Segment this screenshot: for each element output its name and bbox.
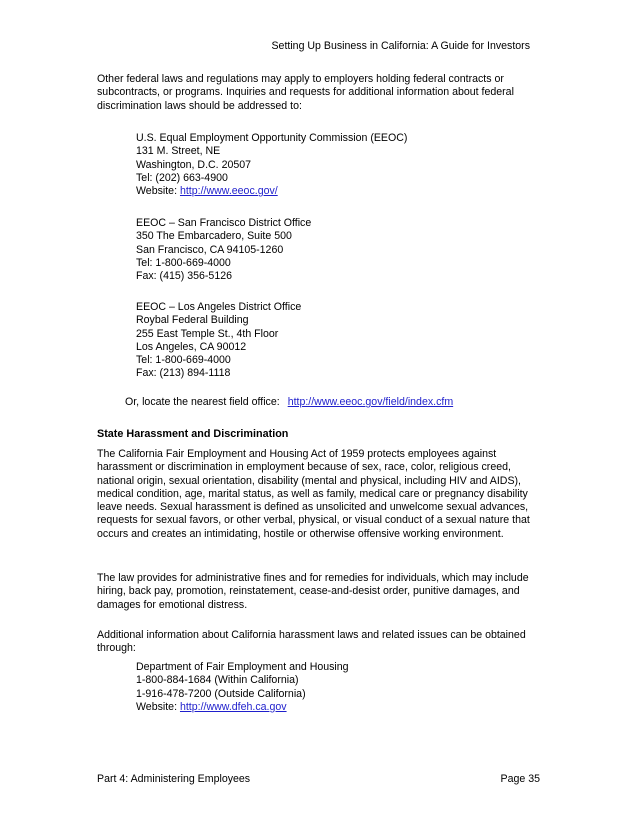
eeoc-la-city: Los Angeles, CA 90012 xyxy=(136,340,247,353)
eeoc-la-tel: Tel: 1-800-669-4000 xyxy=(136,354,231,367)
eeoc-hq-tel: Tel: (202) 663-4900 xyxy=(136,171,228,184)
eeoc-hq-website-link[interactable]: http://www.eeoc.gov/ xyxy=(179,185,278,198)
intro-paragraph: Other federal laws and regulations may apply to employers holding federal contracts or subcontracts, or programs. Inquiries and requests for additional information about federal discrimination laws should be addressed to: xyxy=(97,73,514,112)
dfeh-website-label: Website: xyxy=(136,700,180,713)
eeoc-sf-tel: Tel: 1-800-669-4000 xyxy=(136,256,231,269)
dfeh-contact xyxy=(136,661,349,714)
eeoc-sf-street: 350 The Embarcadero, Suite 500 xyxy=(136,230,292,243)
eeoc-sf-fax: Fax: (415) 356-5126 xyxy=(136,270,232,283)
eeoc-hq-contact xyxy=(136,132,407,198)
paragraph-feha: The California Fair Employment and Housing Act of 1959 protects employees against harassment or discrimination in employment because of sex, race, color, religious creed, national origin, sexual orientation, disability (mental and physical, including HIV and AIDS), medical condition, age, marital status, as well as family, medical care or pregnancy disability leave needs. Sexual harassment is defined as unsolicited and unwelcome sexual advances, requests for sexual favors, or other verbal, physical, or visual conduct of a sexual nature that occurs and creates an intimidating, hostile or otherwise offensive working environment. xyxy=(97,448,530,540)
eeoc-sf-city: San Francisco, CA 94105-1260 xyxy=(136,243,284,256)
eeoc-hq-street: 131 M. Street, NE xyxy=(136,145,221,158)
dfeh-name: Department of Fair Employment and Housing xyxy=(136,661,349,673)
footer-section: Part 4: Administering Employees xyxy=(97,773,251,785)
dfeh-tel-out: 1-916-478-7200 (Outside California) xyxy=(136,687,306,700)
eeoc-la-name: EEOC – Los Angeles District Office xyxy=(136,301,302,313)
eeoc-la-building: Roybal Federal Building xyxy=(136,314,249,327)
eeoc-sf-contact xyxy=(136,217,311,283)
eeoc-sf-name: EEOC – San Francisco District Office xyxy=(136,217,312,229)
eeoc-hq-website-label: Website: xyxy=(136,185,180,198)
dfeh-website xyxy=(136,701,349,714)
eeoc-hq-website xyxy=(136,185,407,198)
field-office-link[interactable]: http://www.eeoc.gov/field/index.cfm xyxy=(287,396,454,408)
eeoc-la-contact xyxy=(136,301,301,381)
page-header: Setting Up Business in California: A Guide for Investors xyxy=(271,40,530,52)
paragraph-remedies: The law provides for administrative fines and for remedies for individuals, which may include hiring, back pay, promotion, reinstatement, cease-and-desist order, punitive damages, and damages for emotional distress. xyxy=(97,572,529,611)
footer-page-number: Page 35 xyxy=(500,773,540,785)
section-heading: State Harassment and Discrimination xyxy=(97,428,289,440)
paragraph-additional: Additional information about California harassment laws and related issues can be obtained through: xyxy=(97,629,526,655)
dfeh-website-link[interactable]: http://www.dfeh.ca.gov xyxy=(179,700,287,713)
dfeh-tel-ca: 1-800-884-1684 (Within California) xyxy=(136,674,299,687)
field-office-line xyxy=(125,396,453,409)
field-office-text: Or, locate the nearest field office: xyxy=(125,396,280,408)
eeoc-hq-name: U.S. Equal Employment Opportunity Commission (EEOC) xyxy=(136,132,408,144)
eeoc-la-street: 255 East Temple St., 4th Floor xyxy=(136,327,279,340)
eeoc-la-fax: Fax: (213) 894-1118 xyxy=(136,367,231,380)
eeoc-hq-city: Washington, D.C. 20507 xyxy=(136,158,252,171)
